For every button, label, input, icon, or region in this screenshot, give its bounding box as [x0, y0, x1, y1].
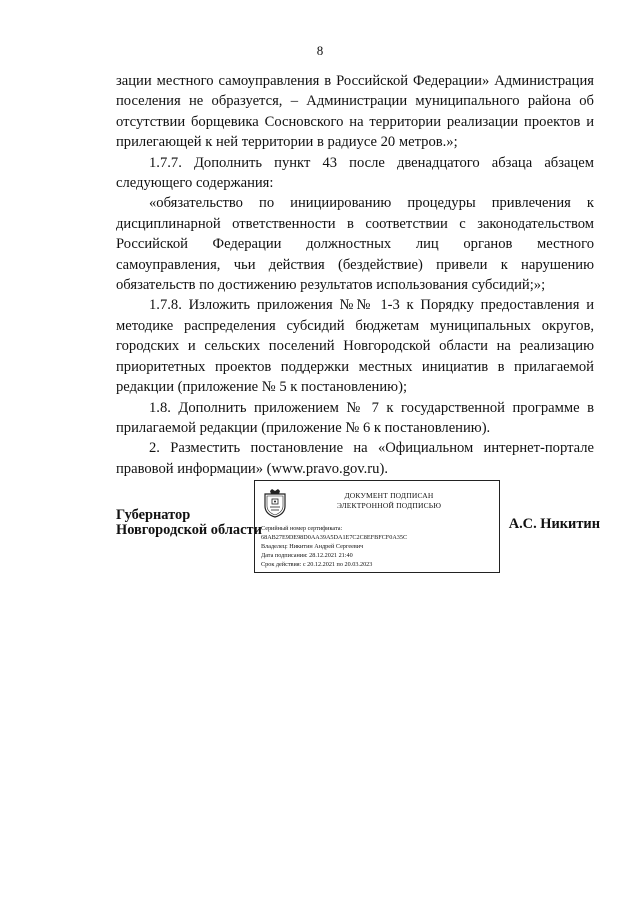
stamp-header-line1: ДОКУМЕНТ ПОДПИСАН [344, 491, 434, 500]
document-body [116, 71, 594, 479]
signer-region: Новгородской области [116, 522, 262, 538]
stamp-header [291, 491, 487, 511]
signer-title [116, 508, 262, 538]
signature-block [116, 480, 600, 580]
coat-of-arms-icon [264, 488, 286, 518]
paragraph-2: 2. Разместить постановление на «Официальном интернет-портале правовой информации» (www.pravo.gov.ru). [116, 440, 594, 477]
signing-date: Дата подписания: 28.12.2021 21:40 [261, 552, 353, 559]
paragraph-1-7-8: 1.7.8. Изложить приложения №№ 1-3 к Порядку предоставления и методике распределения субсидий бюджетам муниципальных округов, городских и сельских поселений Новгородской области на реализацию приоритетных проектов поддержки местных инициатив в прилагаемой редакции (приложение № 5 к постановлению); [116, 297, 594, 396]
page-number: 8 [316, 43, 324, 58]
signer-name: А.С. Никитин [508, 516, 600, 532]
paragraph-continuation: зации местного самоуправления в Российской Федерации» Администрация поселения не образуется, – Администрации муниципального района об отсутствии борщевика Сосновского на территории реализации проектов и прилегающей к ней территории в радиусе 20 метров.»; [116, 73, 594, 151]
stamp-header-line2: ЭЛЕКТРОННОЙ ПОДПИСЬЮ [336, 501, 442, 510]
certificate-validity: Срок действия: с 20.12.2021 по 20.03.2023 [261, 561, 373, 568]
signer-position: Губернатор [116, 507, 191, 523]
certificate-serial-value: 68AB27E9DE98D0AA39A5DA1E7C2C8EFBFCF0A35C [261, 534, 408, 541]
stamp-details [261, 524, 407, 569]
certificate-owner: Владелец: Никитин Андрей Сергеевич [261, 543, 364, 550]
paragraph-1-7-7: 1.7.7. Дополнить пункт 43 после двенадцатого абзаца абзацем следующего содержания: [116, 154, 594, 192]
paragraph-quoted-obligation: «обязательство по инициированию процедуры привлечения к дисциплинарной ответственности в соответствии с законодательством Российской Федерации должностных лиц органов местного самоуправления, чьи действия (бездействие) привели к нарушению обязательств по достижению результатов использования субсидий;»; [116, 195, 594, 294]
electronic-signature-stamp [254, 480, 500, 573]
paragraph-1-8: 1.8. Дополнить приложением № 7 к государственной программе в прилагаемой редакции (приложение № 6 к постановлению). [116, 399, 594, 436]
certificate-serial-label: Серийный номер сертификата: [261, 525, 343, 532]
